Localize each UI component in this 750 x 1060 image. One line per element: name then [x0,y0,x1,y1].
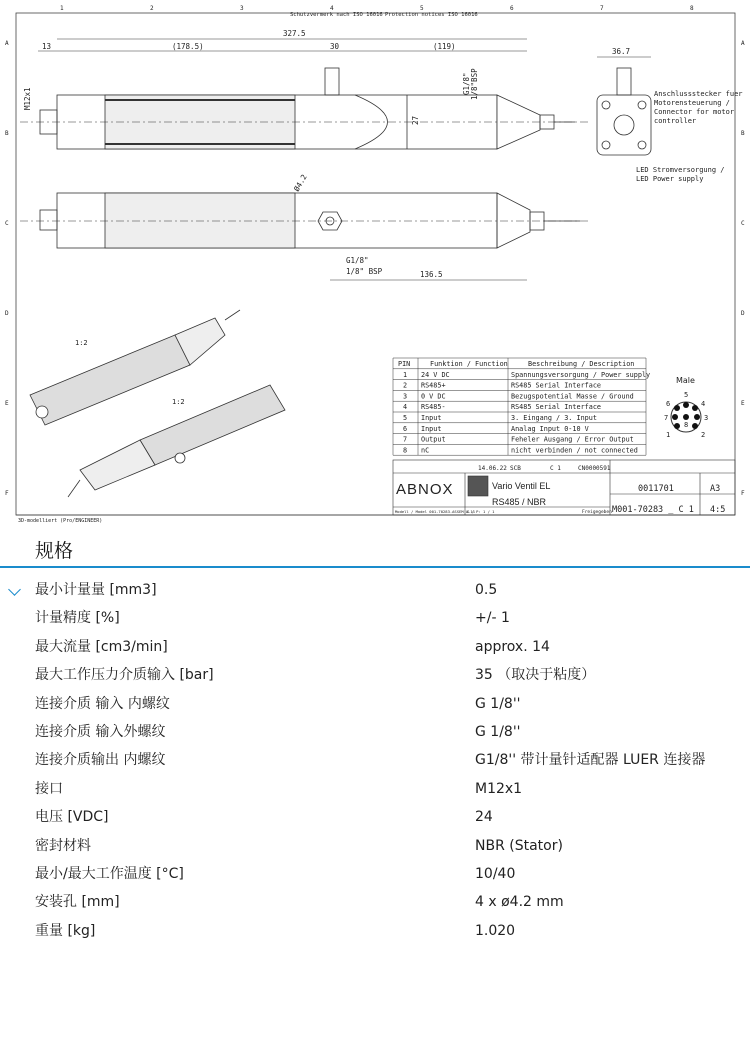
valve-top-view [20,68,590,149]
pin-table-cell: 7 [403,435,408,444]
dim-13: 13 [42,42,52,51]
grid-column-label: 4 [330,5,334,12]
grid-column-label: 1 [60,5,64,12]
spec-row [0,690,750,718]
spec-label: 最小/最大工作温度 [°C] [35,866,184,882]
spec-value: approx. 14 [475,638,550,655]
grid-row-label: C [741,220,745,227]
pin-table-header: Funktion / Function [430,360,508,368]
tb-model: Modell / Model 001-70283.ASSEM A-11 [395,509,476,514]
spec-label: 接口 [35,780,63,797]
spec-label: 连接介质输出 内螺纹 [35,752,166,769]
spec-label: 最大流量 [cm3/min] [35,638,168,655]
pin-table-cell: RS485 Serial Interface [511,403,602,412]
spec-value: 0.5 [475,582,498,598]
connector-male-label: Male [676,376,695,385]
tb-visum: SCB [510,465,521,472]
dim-36-7: 36.7 [612,47,631,56]
tb-format: A3 [710,484,721,494]
dim-g18: G1/8" [462,72,471,95]
pin-table-header: Beschreibung / Description [528,360,635,368]
grid-row-label: B [5,130,9,137]
grid-row-label: C [5,220,9,227]
grid-column-label: 8 [690,5,694,12]
spec-label: 连接介质 输入 内螺纹 [35,695,170,712]
tb-sheet: S / P: 1 / 1 [467,509,495,514]
grid-row-label: D [741,310,745,317]
grid-column-label: 6 [510,5,514,12]
spec-label: 最小计量量 [mm3] [35,582,157,598]
spec-label: 电压 [VDC] [35,809,109,826]
pin-table-cell: 0 V DC [421,392,446,401]
connector-pin-label: 2 [701,431,706,439]
dim-119: (119) [433,42,456,51]
abnox-logo: ABNOX [396,481,454,498]
grid-row-label: B [741,130,745,137]
grid-column-label: 2 [150,5,154,12]
grid-row-label: F [741,490,745,497]
dim-g18-b: G1/8" [346,256,369,265]
pin-table-cell: RS485 Serial Interface [511,381,602,390]
connector-pinout [664,391,708,439]
connector-pin-label: 7 [664,414,669,422]
spec-value: +/- 1 [475,610,510,627]
connector-pin [692,405,698,411]
tb-scale: 4:5 [710,505,726,515]
grid-row-label: A [741,40,745,47]
tb-status: Freigegeben [582,510,612,515]
spec-value: M12x1 [475,780,523,797]
dim-27: 27 [411,115,420,125]
tb-index: C 1 [550,465,561,472]
spec-value: NBR (Stator) [475,837,563,854]
spec-label: 计量精度 [%] [35,610,120,627]
led-note: LED Stromversorgung / LED Power supply [636,166,725,183]
spec-row [0,803,750,831]
spec-value: 24 [475,809,493,826]
pin-table-cell: RS485- [421,403,446,412]
spec-row [0,718,750,746]
spec-row [0,917,750,945]
tb-name-1: Vario Ventil EL [492,481,551,491]
pin-table-header: PIN [398,360,411,368]
scale-1: 1:2 [75,339,88,347]
pin-table-cell: 8 [403,446,408,455]
dim-136-5: 136.5 [420,270,443,279]
tb-date: 14.06.22 [478,465,507,472]
spec-row[interactable] [0,576,750,604]
dim-m12: M12x1 [23,87,32,110]
spec-label: 安装孔 [mm] [35,894,120,911]
spec-value: 35 （取决于粘度） [475,667,596,684]
spec-row [0,633,750,661]
pin-table-cell: RS485+ [421,381,446,390]
pin-table-cell: nicht verbinden / not connected [511,446,638,455]
modelled-note: 3D-modelliert (Pro/ENGINEER) [18,518,103,524]
tb-name-2: RS485 / NBR [492,497,547,507]
dim-30: 30 [330,42,340,51]
dim-bsp-b: 1/8" BSP [346,267,383,276]
connector-pin [672,414,678,420]
specs-divider [0,566,750,568]
pin-table-cell: 6 [403,424,408,433]
pin-table-cell: Spannungsversorgung / Power supply [511,370,651,379]
protection-notice-en: Protection notices ISO 16016 [385,12,478,18]
grid-row-label: A [5,40,9,47]
grid-column-label: 5 [420,5,424,12]
valve-side-view [20,193,590,248]
connector-pin-label: 5 [684,391,689,399]
pin-table-cell: Input [421,424,442,433]
connector-pin-label: 3 [704,414,709,422]
pin-table-cell: 3. Eingang / 3. Input [511,414,597,422]
pin-table-cell: 24 V DC [421,370,450,379]
dim-bsp: 1/8"BSP [470,68,479,100]
connector-pin [692,423,698,429]
connector-pin-label: 6 [666,400,671,408]
spec-value: G 1/8'' [475,724,521,740]
spec-value: G 1/8'' [475,695,521,712]
pin-table-cell: Feheler Ausgang / Error Output [511,435,634,444]
valve-iso-view-1 [30,310,240,425]
spec-row [0,775,750,803]
spec-row [0,888,750,916]
grid-row-label: E [741,400,745,407]
pin-table-cell: Bezugspotential Masse / Ground [511,392,634,401]
connector-pin [674,423,680,429]
pin-table-cell: 2 [403,381,408,390]
pin-table-cell: 4 [403,403,408,412]
grid-row-label: F [5,490,9,497]
scale-2: 1:2 [172,398,185,406]
spec-label: 连接介质 输入外螺纹 [35,724,166,740]
tb-article: 0011701 [638,484,674,494]
connector-pin [683,414,689,420]
grid-row-label: D [5,310,9,317]
protection-notice-de: Schutzvermerk nach ISO 16016 [290,12,383,18]
spec-value: 10/40 [475,866,516,882]
spec-row [0,860,750,888]
pin-table [393,358,650,455]
pin-table-cell: 3 [403,392,408,401]
pin-table-cell: 1 [403,370,408,379]
connector-pin-label: 1 [666,431,671,439]
spec-value: 4 x ø4.2 mm [475,894,564,911]
grid-row-label: E [5,400,9,407]
spec-label: 重量 [kg] [35,922,96,939]
dim-diameter: Ø4.2 [291,172,309,193]
pin-table-cell: Analag Input 0-10 V [511,424,589,433]
spec-label: 密封材料 [35,837,91,854]
grid-column-label: 3 [240,5,244,12]
connector-note: Anschlussstecker fuer Motorensteuerung / Connector for motor controller [654,90,743,125]
connector-pin-label: 8 [684,421,689,429]
connector-pin [674,405,680,411]
tb-drawing-number: M001-70283 _ C 1 [612,505,694,515]
dim-178: (178.5) [172,42,204,51]
spec-value: 1.020 [475,922,516,939]
spec-label: 最大工作压力介质输入 [bar] [35,667,214,684]
spec-row [0,832,750,860]
grid-column-label: 7 [600,5,604,12]
spec-row [0,604,750,632]
tb-change: CN0000591 [578,465,611,472]
specs-title: 规格 [35,540,74,562]
pin-table-cell: Input [421,414,442,422]
pin-table-cell: nC [421,446,430,455]
connector-pin [683,402,689,408]
spec-row [0,661,750,689]
valve-end-view [597,68,651,155]
connector-pin [694,414,700,420]
spec-value: G1/8'' 带计量针适配器 LUER 连接器 [475,752,706,769]
connector-pin-label: 4 [701,400,706,408]
chevron-down-icon[interactable] [8,583,21,596]
pin-table-cell: Output [421,435,446,444]
pin-table-cell: 5 [403,414,408,422]
spec-row [0,746,750,774]
dim-overall: 327.5 [283,29,306,38]
